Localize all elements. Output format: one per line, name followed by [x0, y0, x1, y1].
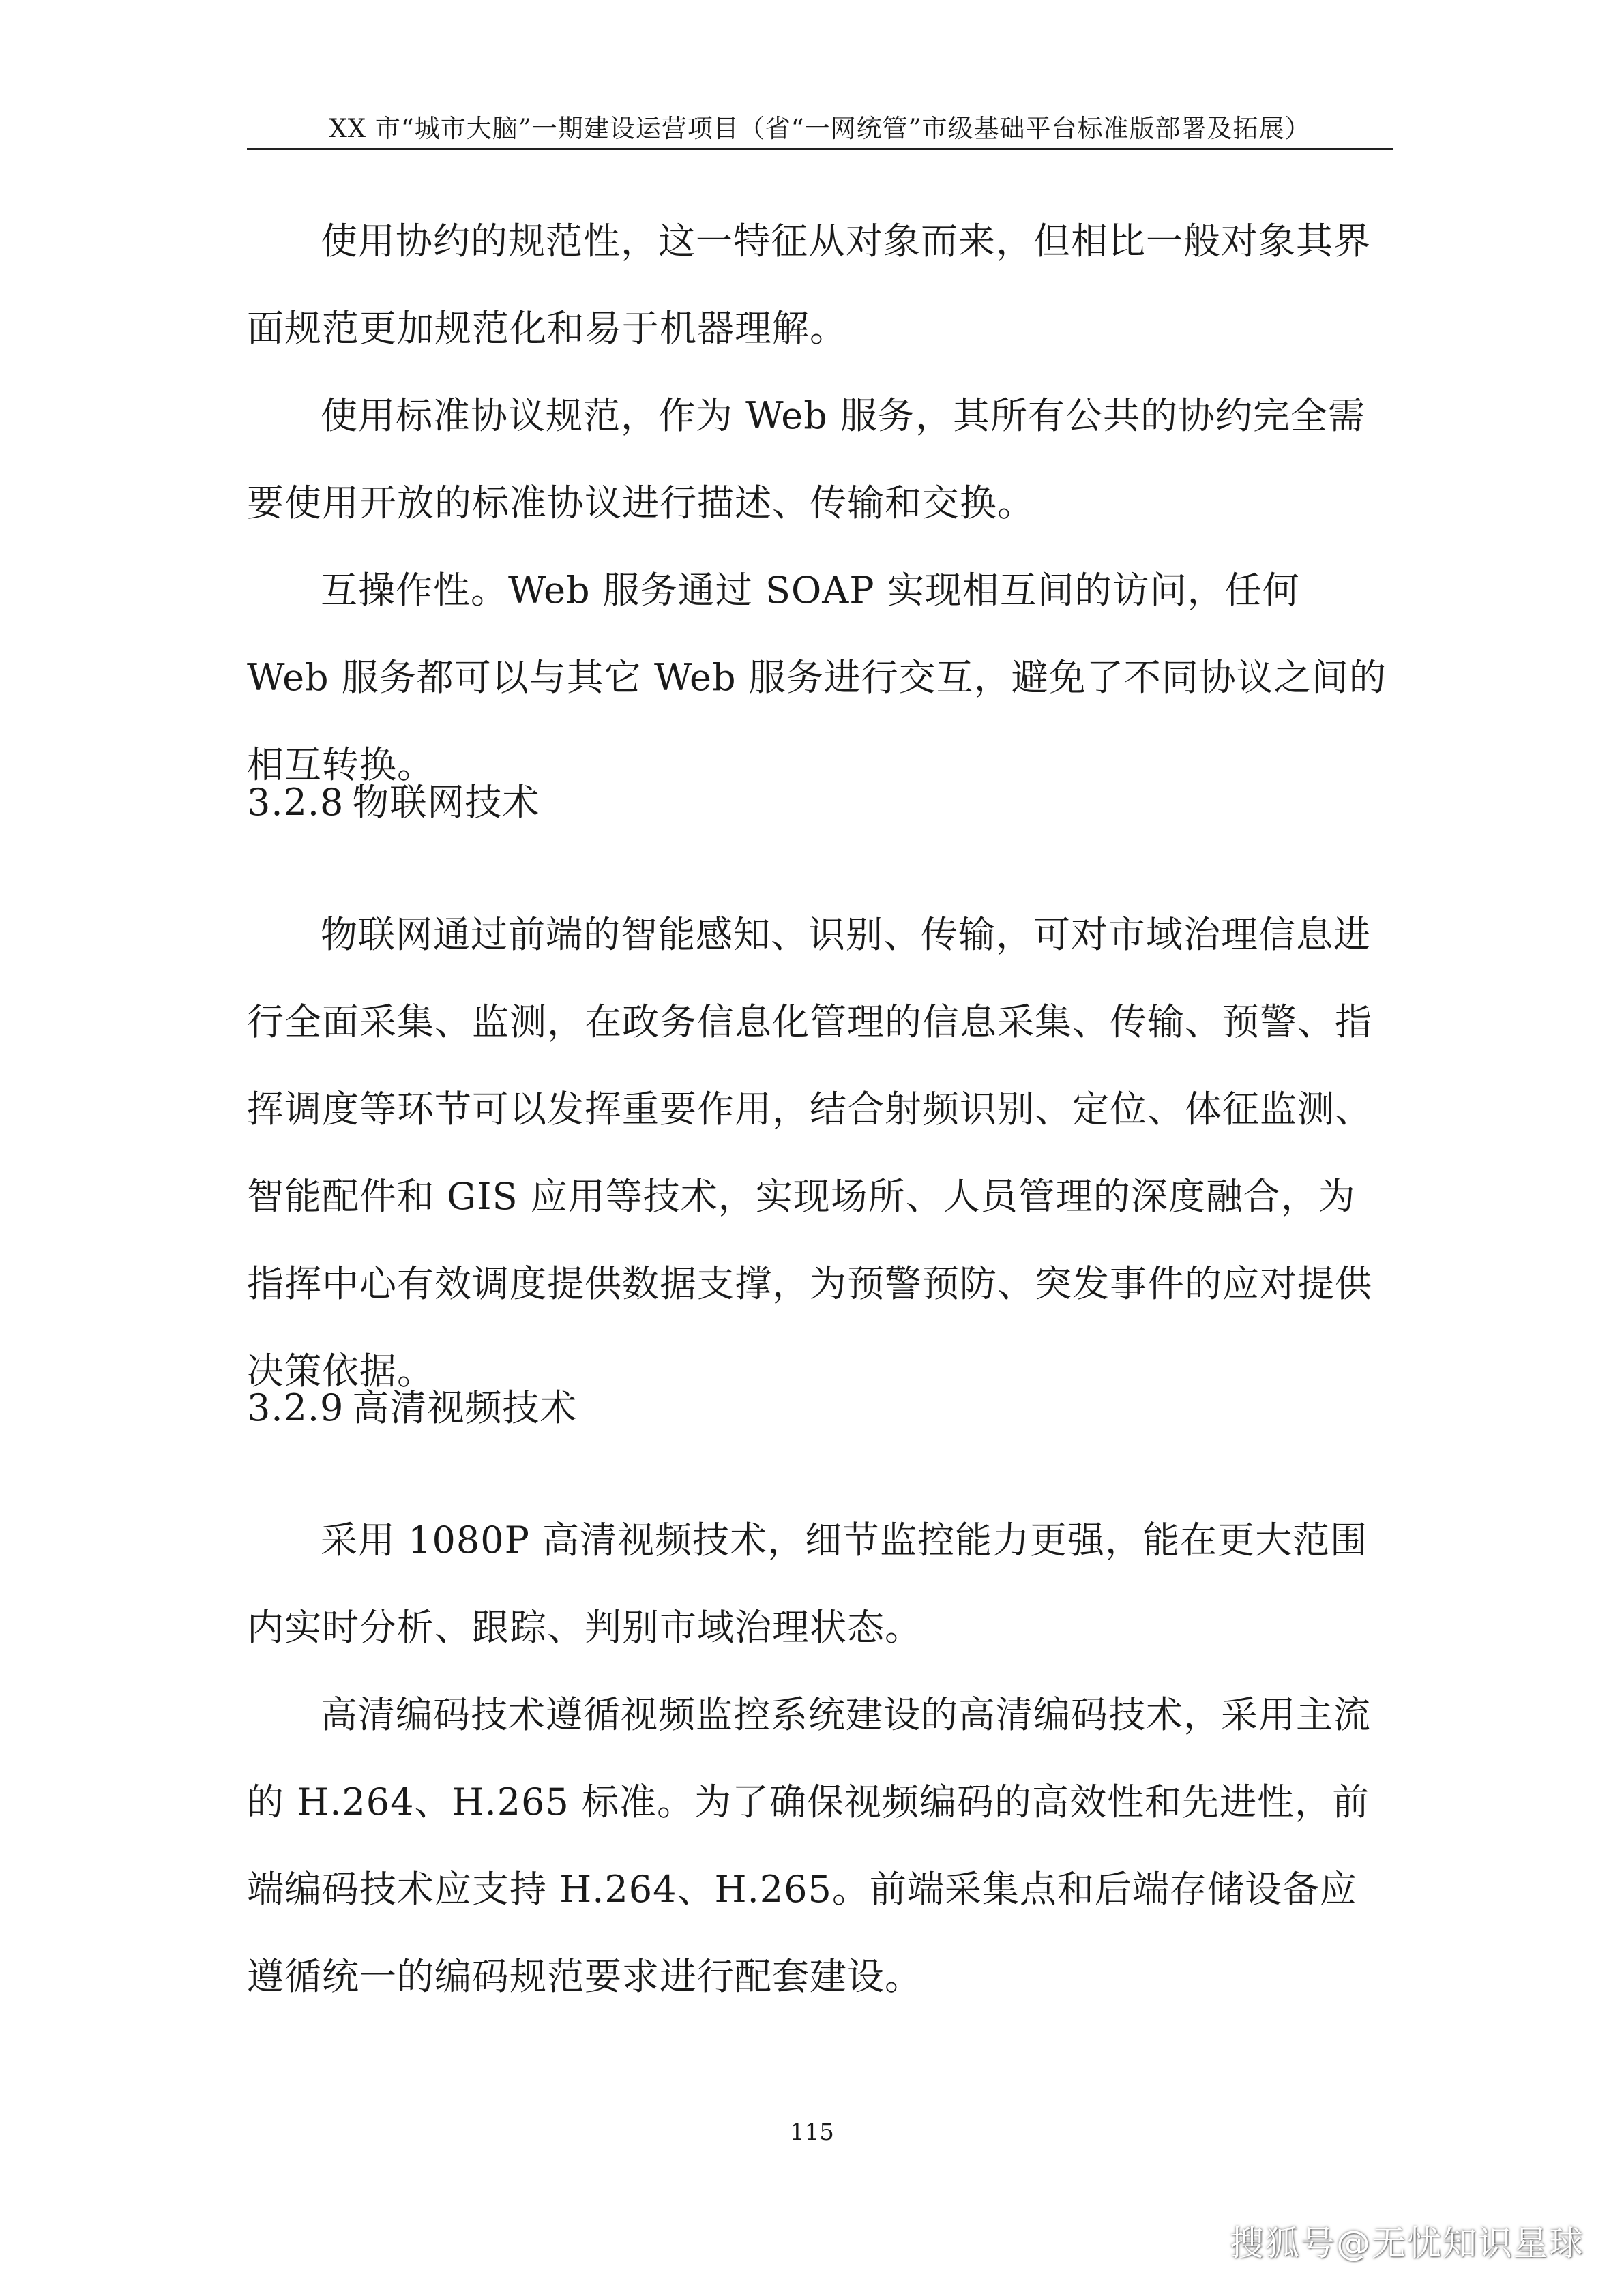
page-number: 115 [790, 2119, 834, 2146]
section-number: 3.2.8 [247, 781, 344, 824]
section-number: 3.2.9 [247, 1386, 344, 1429]
running-header: XX 市“城市大脑”一期建设运营项目（省“一网统管”市级基础平台标准版部署及拓展） [329, 114, 1311, 143]
paragraph-standard-protocols: 使用标准协议规范，作为 Web 服务，其所有公共的协约完全需要使用开放的标准协议进行描述、传输和交换。 [247, 394, 1365, 524]
section-heading-iot [247, 779, 1393, 826]
paragraph-iot: 物联网通过前端的智能感知、识别、传输，可对市域治理信息进行全面采集、监测，在政务信息化管理的信息采集、传输、预警、指挥调度等环节可以发挥重要作用，结合射频识别、定位、体征监测、智能配件和 GIS 应用等技术，实现场所、人员管理的深度融合，为指挥中心有效调度提供数据支撑，为预警预防、突发事件的应对提供决策依据。 [247, 913, 1372, 1392]
section-title: 物联网技术 [352, 781, 540, 824]
paragraph-interoperability: 互操作性。Web 服务通过 SOAP 实现相互间的访问，任何 Web 服务都可以与其它 Web 服务进行交互，避免了不同协议之间的相互转换。 [247, 569, 1387, 786]
watermark: 搜狐号@无忧知识星球 [1230, 2224, 1584, 2263]
header-rule [247, 148, 1393, 150]
paragraph-hd-encoding: 高清编码技术遵循视频监控系统建设的高清编码技术，采用主流的 H.264、H.265 标准。为了确保视频编码的高效性和先进性，前端编码技术应支持 H.264、H.265。前端采集点和后端存储设备应遵循统一的编码规范要求进行配套建设。 [247, 1693, 1371, 1998]
paragraph-protocol-standardization: 使用协约的规范性，这一特征从对象而来，但相比一般对象其界面规范更加规范化和易于机器理解。 [247, 220, 1371, 350]
section-title: 高清视频技术 [352, 1386, 578, 1429]
paragraph-1080p: 采用 1080P 高清视频技术，细节监控能力更强，能在更大范围内实时分析、跟踪、判别市域治理状态。 [247, 1519, 1368, 1649]
section-heading-hd-video [247, 1384, 1393, 1432]
